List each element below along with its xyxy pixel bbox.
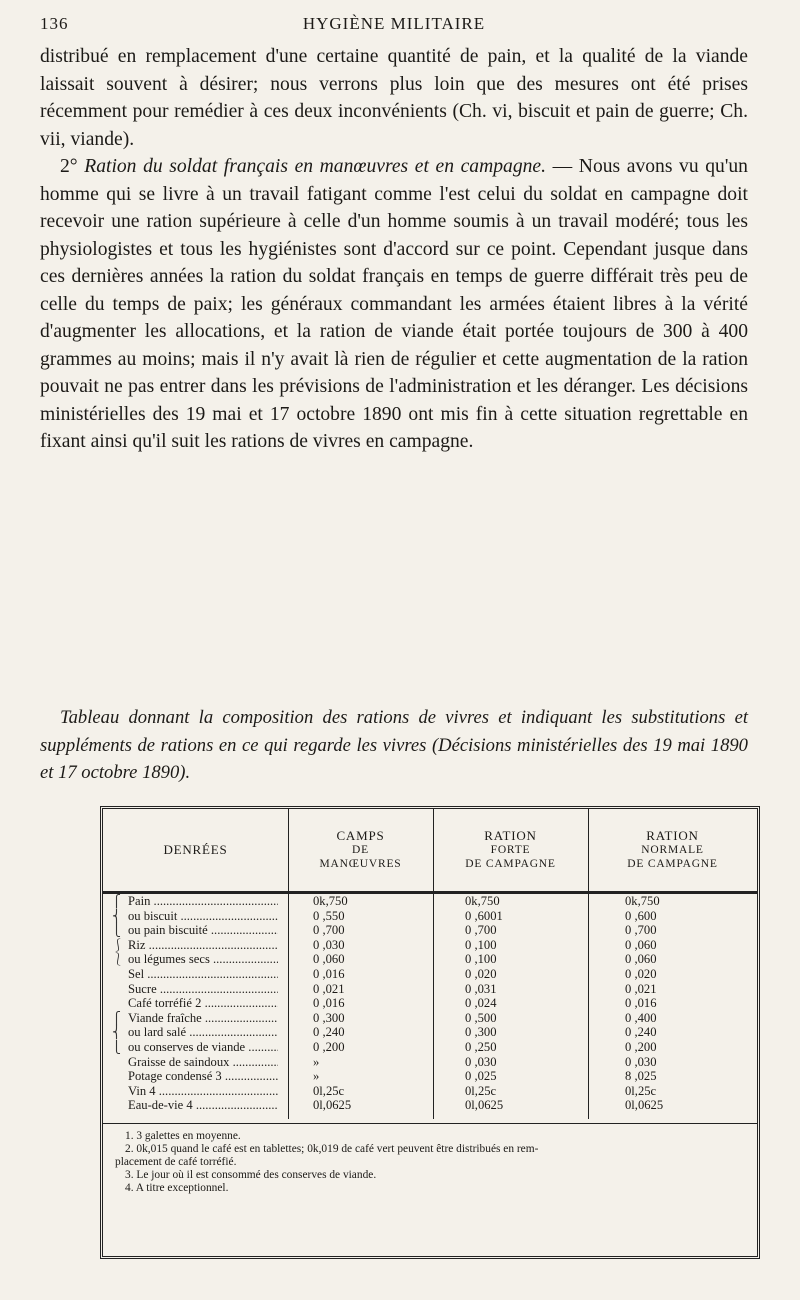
section-number: 2° [60,156,78,177]
footnote: 3. Le jour où il est consommé des conserves de viande. [125,1169,377,1181]
table-row [103,996,757,1011]
section-dash: — [552,156,573,177]
value-normale: 0 ,016 [625,996,657,1011]
row-name: Vin 4 ..... [128,1084,278,1099]
value-camps: 0 ,016 [313,967,345,981]
value-camps: 0 ,300 [313,1010,345,1025]
value-camps: » [313,1069,320,1084]
table-row [103,1011,757,1026]
header-camps-sub2: MANŒUVRES [319,858,402,870]
table-row [103,909,757,924]
brace-mark: ⎨ [112,1025,121,1040]
brace-mark: ⎱ [112,952,125,967]
value-normale: 0 ,400 [625,1010,657,1025]
header-camps [288,809,433,891]
table-caption [40,704,748,787]
value-normale: 0 ,030 [625,1054,657,1069]
rations-table [100,806,760,1259]
paragraph-1: distribué en remplacement d'une certaine quantité de pain, et la qualité de la viande laissait souvent à désirer; nous verrons plus loin que des mesures ont été prises récemment pour remédier à ces deux inconvénients (Ch. vi, biscuit et pain de guerre; Ch. vii, viande). [40,46,748,150]
table-row [103,1084,757,1099]
value-forte: 0 ,024 [465,996,497,1011]
value-normale: 0 ,700 [625,923,657,938]
value-forte: 0 ,025 [465,1069,497,1084]
value-normale: 0 ,200 [625,1040,657,1054]
value-forte: 0l,0625 [465,1098,504,1113]
table-row [103,967,757,982]
value-forte: 0k,750 [465,894,500,908]
value-normale: 0l,25c [625,1083,657,1098]
header-forte-label: RATION [484,828,537,843]
value-camps: 0 ,060 [313,952,345,967]
value-normale: 8 ,025 [625,1069,657,1084]
value-normale: 0 ,600 [625,908,657,923]
running-head [40,8,748,38]
table-row [103,923,757,938]
table-row [103,952,757,967]
row-name: ou biscuit ..... [128,909,278,924]
table-row [103,1025,757,1040]
footnote: 4. A titre exceptionnel. [125,1182,229,1194]
value-camps: 0 ,240 [313,1025,345,1040]
value-camps: 0l,25c [313,1083,345,1098]
value-camps: 0 ,030 [313,937,345,952]
header-forte-sub2: DE CAMPAGNE [465,858,556,870]
row-name: Graisse de saindoux ..... [128,1055,278,1070]
row-name: Sel ..... [128,967,278,982]
row-name: Sucre ..... [128,982,278,997]
table-caption-line1: Tableau donnant la composition des rations de vivres et indiquant les substitutions et suppléments de rations en ce qui regarde les vivres [40,707,748,756]
row-name: Eau-de-vie 4 ..... [128,1098,278,1113]
value-forte: 0l,25c [465,1083,497,1098]
table-row [103,1040,757,1055]
header-denrees [103,809,288,891]
brace-mark: ⎰ [112,937,125,952]
value-forte: 0 ,100 [465,952,497,967]
table-row [103,1069,757,1084]
row-name: Viande fraîche ..... [128,1011,278,1026]
header-camps-sub1: DE [352,844,369,856]
section-heading-paragraph [40,153,748,456]
header-forte-sub1: FORTE [490,844,531,856]
value-normale: 0 ,240 [625,1025,657,1040]
value-camps: 0 ,550 [313,908,345,923]
value-camps: » [313,1054,320,1069]
table-header [103,809,757,894]
value-forte: 0 ,030 [465,1054,497,1069]
header-normale-label: RATION [646,828,699,843]
value-forte: 0 ,020 [465,967,497,981]
table-row [103,894,757,909]
table-row [103,1055,757,1070]
body-text [40,43,748,456]
brace-mark: ⎨ [112,908,121,923]
row-name: Pain ..... [128,894,278,909]
table-footnotes [103,1123,757,1256]
table-caption-line2: (Décisions ministérielles des 19 mai 1890 et 17 octobre 1890). [40,734,748,783]
brace-mark: ⎧ [112,894,121,908]
value-forte: 0 ,700 [465,923,497,938]
value-camps: 0 ,021 [313,981,345,996]
value-camps: 0k,750 [313,894,348,908]
value-normale: 0k,750 [625,894,660,908]
value-forte: 0 ,250 [465,1040,497,1054]
value-forte: 0 ,100 [465,937,497,952]
value-normale: 0 ,020 [625,967,657,981]
row-name: Riz ..... [128,938,278,953]
row-name: ou pain biscuité ..... [128,923,278,938]
header-ration-normale [588,809,757,891]
header-ration-forte [433,809,588,891]
footnote: 2. 0k,015 quand le café est en tablettes; 0k,019 de café vert peuvent être distribués en rem- [125,1143,539,1155]
table-body [103,894,757,1119]
running-title: HYGIÈNE MILITAIRE [302,14,486,33]
row-name: Café torréfié 2 ..... [128,996,278,1011]
table-row [103,938,757,953]
row-name: ou légumes secs ..... [128,952,278,967]
table-row [103,1098,757,1113]
value-forte: 0 ,500 [465,1010,497,1025]
value-normale: 0 ,060 [625,937,657,952]
section-title: Ration du soldat français en manœuvres et en campagne. [84,156,547,177]
value-camps: 0 ,016 [313,996,345,1011]
value-camps: 0 ,200 [313,1040,345,1054]
brace-mark: ⎩ [112,1040,121,1054]
value-forte: 0 ,031 [465,981,497,996]
header-denrees-label: DENRÉES [163,842,228,857]
value-camps: 0 ,700 [313,923,345,938]
value-camps: 0l,0625 [313,1098,352,1113]
footnote: placement de café torréfié. [115,1156,237,1168]
row-name: ou conserves de viande ..... [128,1040,278,1055]
footnote: 1. 3 galettes en moyenne. [125,1130,241,1142]
row-name: ou lard salé ..... [128,1025,278,1040]
paragraph-2: Nous avons vu qu'un homme qui se livre à un travail fatigant comme l'est celui du soldat en campagne doit recevoir une ration supérieure à celle d'un homme soumis à un travail modéré; tous les physiologistes et tous les hygiénistes sont d'accord sur ce point. Cependant jusque dans ces dernières années la ration du soldat français en temps de guerre différait très peu de celle du temps de paix; les généraux commandant les armées étaient libres à la vérité d'augmenter les allocations, et la ration de viande était portée toujours de 300 à 400 grammes au moins; mais il n'y avait là rien de régulier et cette augmentation de la ration pouvait ne pas entrer dans les prévisions de l'administration et les déranger. Les décisions ministérielles des 19 mai et 17 octobre 1890 ont mis fin à cette situation regrettable en fixant ainsi qu'il suit les rations de vivres en campagne. [40,156,748,452]
header-normale-sub2: DE CAMPAGNE [627,858,718,870]
value-forte: 0 ,6001 [465,908,503,923]
row-name: Potage condensé 3 ..... [128,1069,278,1084]
page-number: 136 [40,14,69,33]
value-normale: 0l,0625 [625,1098,664,1113]
table-row [103,982,757,997]
value-forte: 0 ,300 [465,1025,497,1040]
header-normale-sub1: NORMALE [641,844,704,856]
value-normale: 0 ,021 [625,981,657,996]
value-normale: 0 ,060 [625,952,657,967]
brace-mark: ⎩ [112,923,121,938]
header-camps-label: CAMPS [336,828,385,843]
brace-mark: ⎧ [112,1010,121,1025]
